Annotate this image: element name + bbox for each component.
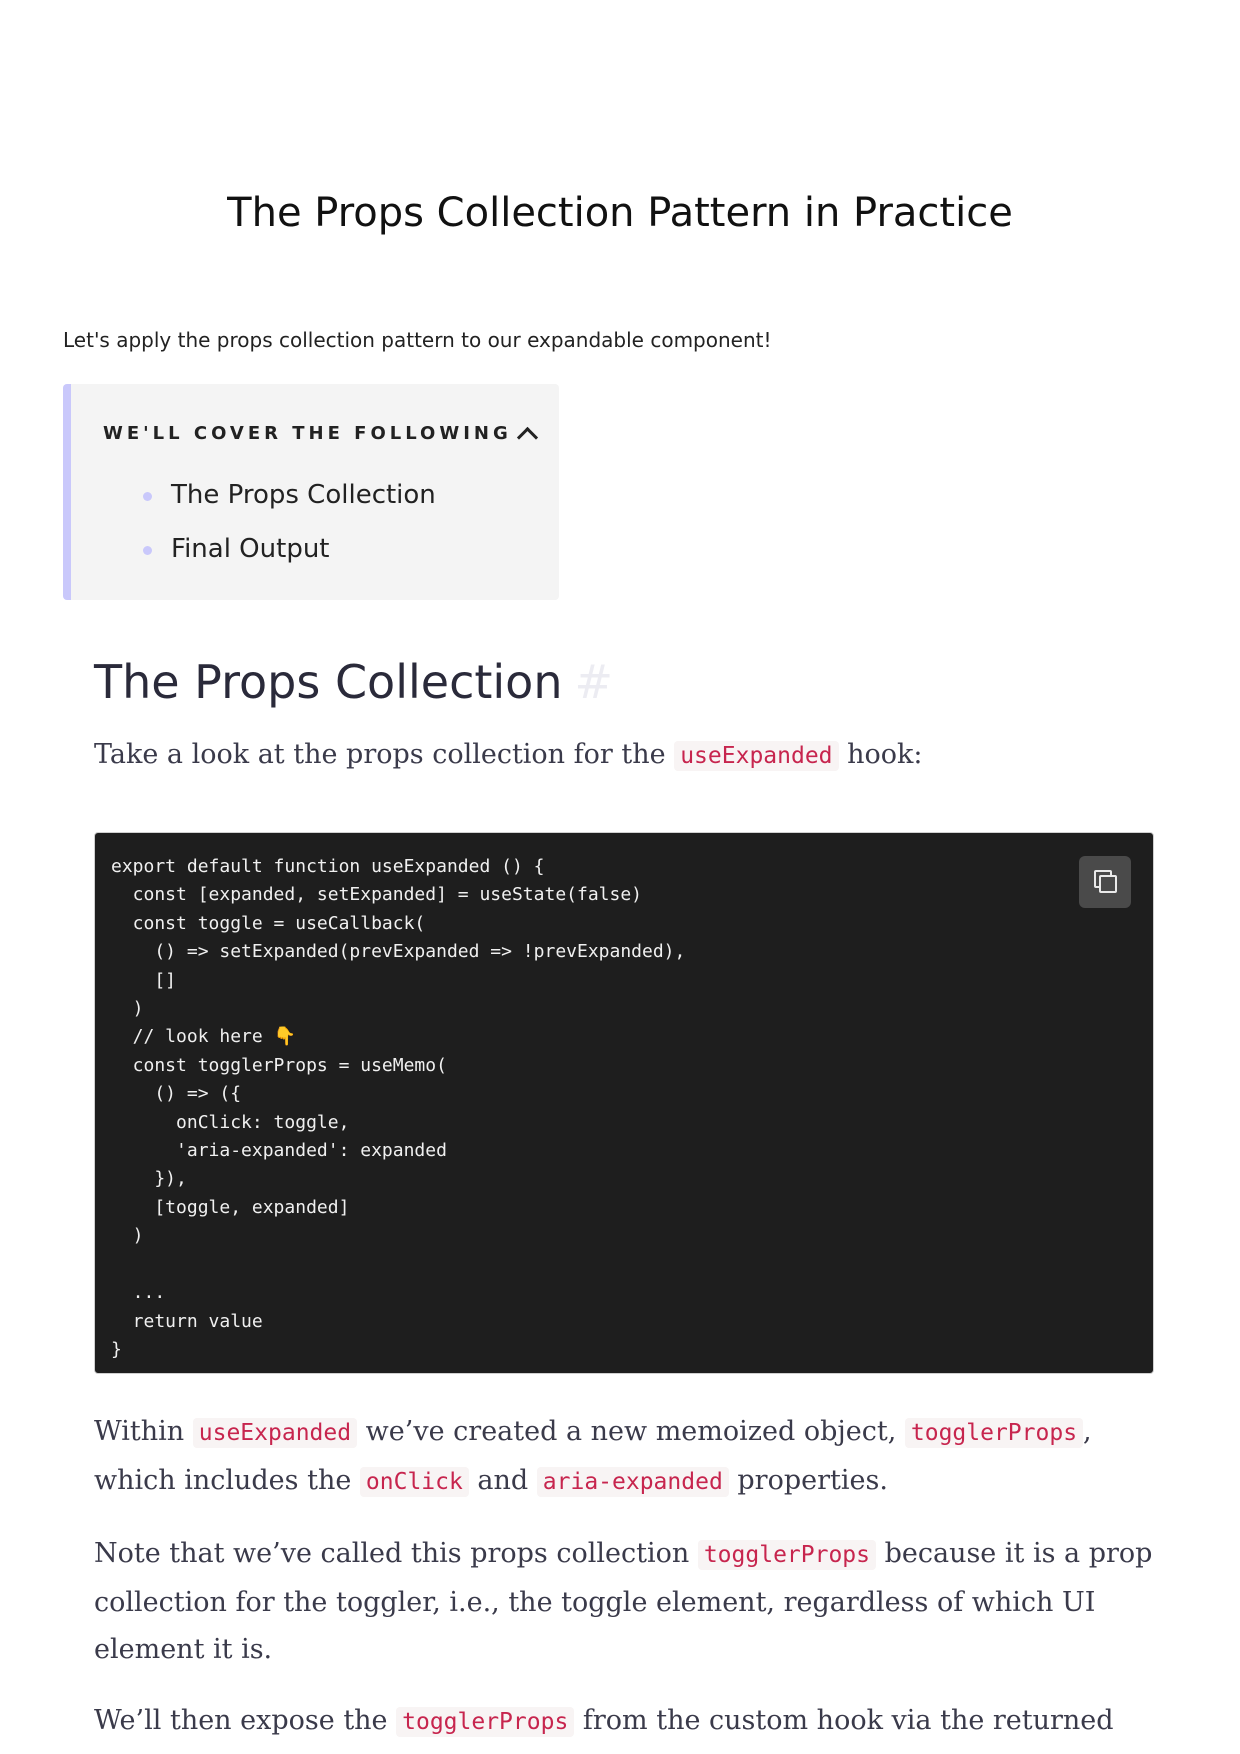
page-title: The Props Collection Pattern in Practice bbox=[227, 190, 1013, 236]
copy-icon-front bbox=[1099, 875, 1117, 893]
chevron-up-icon[interactable] bbox=[517, 427, 538, 448]
text: we’ve created a new memoized object, bbox=[357, 1416, 905, 1447]
section-heading bbox=[94, 655, 613, 709]
inline-code: togglerProps bbox=[905, 1418, 1083, 1448]
bullet-icon bbox=[143, 492, 152, 501]
inline-code: useExpanded bbox=[193, 1418, 357, 1448]
text: from the custom hook via the returned bbox=[574, 1705, 1114, 1736]
toc-header-label: WE'LL COVER THE FOLLOWING bbox=[103, 423, 512, 444]
text: and bbox=[468, 1465, 537, 1496]
code-block bbox=[94, 832, 1154, 1374]
paragraph bbox=[94, 1408, 1154, 1506]
inline-code: useExpanded bbox=[674, 741, 838, 771]
paragraph bbox=[94, 731, 1154, 780]
text: hook: bbox=[838, 739, 923, 770]
toc-item[interactable] bbox=[171, 522, 436, 576]
text: properties. bbox=[728, 1465, 888, 1496]
table-of-contents bbox=[63, 384, 559, 600]
copy-button[interactable] bbox=[1079, 856, 1131, 908]
text: , which includes the bbox=[94, 1416, 1092, 1496]
paragraph bbox=[94, 1530, 1154, 1673]
anchor-link[interactable]: # bbox=[574, 655, 614, 709]
text: Note that we’ve called this props collection bbox=[94, 1538, 698, 1569]
section-heading-text: The Props Collection bbox=[94, 655, 563, 709]
toc-item-label: Final Output bbox=[171, 534, 330, 564]
inline-code: aria-expanded bbox=[537, 1467, 729, 1497]
text: because it is a prop collection for the toggler, i.e., the toggle element, regardless of which UI element it is. bbox=[94, 1538, 1153, 1665]
toc-header[interactable] bbox=[103, 422, 535, 445]
bullet-icon bbox=[143, 546, 152, 555]
intro-text: Let's apply the props collection pattern to our expandable component! bbox=[63, 328, 772, 352]
toc-list bbox=[171, 468, 436, 576]
toc-item-label: The Props Collection bbox=[171, 480, 436, 510]
inline-code: togglerProps bbox=[698, 1540, 876, 1570]
toc-item[interactable] bbox=[171, 468, 436, 522]
inline-code: togglerProps bbox=[396, 1707, 574, 1737]
text: Take a look at the props collection for the bbox=[94, 739, 675, 770]
text: Within bbox=[94, 1416, 193, 1447]
paragraph bbox=[94, 1697, 1154, 1746]
inline-code: onClick bbox=[360, 1467, 469, 1497]
text: We’ll then expose the bbox=[94, 1705, 397, 1736]
code-text: export default function useExpanded () { const [expanded, setExpanded] = useState(false) const toggle = useCallback( () => setExpanded(prevExpanded => !prevExpanded), [] ) // look here 👇 const togglerProps = useMemo( () => ({ onClick: toggle, 'aria-expanded': expanded }), [toggle, expanded] ) ... return value } bbox=[111, 856, 686, 1360]
